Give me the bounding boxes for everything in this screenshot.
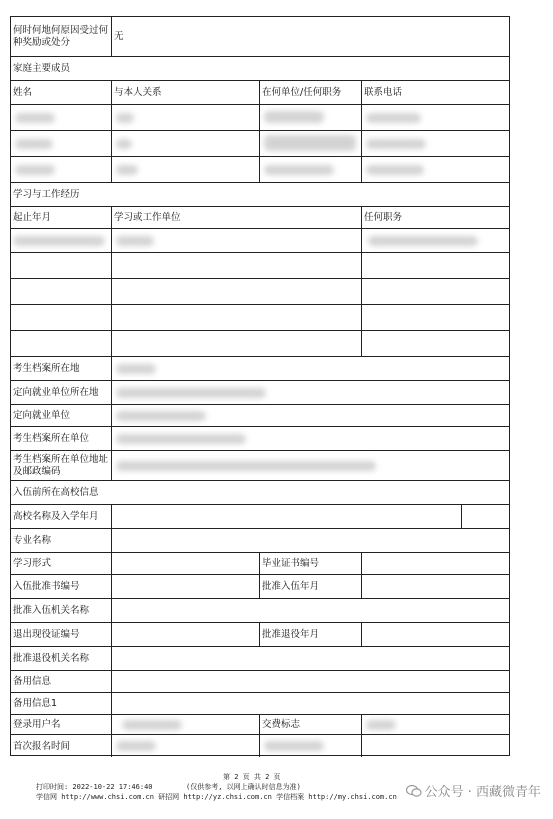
application-form — [10, 16, 510, 756]
retire-authority-row — [11, 647, 509, 671]
enlist-authority-label: 批准入伍机关名称 — [13, 605, 90, 616]
redacted-blur — [116, 139, 132, 149]
redacted-blur — [116, 165, 138, 175]
wechat-icon — [406, 784, 422, 798]
redacted-blur — [116, 461, 376, 471]
page-number: 第 2 页 共 2 页 — [223, 773, 281, 781]
archive-unit-row — [11, 427, 509, 451]
redacted-blur — [122, 720, 182, 730]
redacted-blur — [116, 741, 156, 751]
backup-info-row — [11, 671, 509, 693]
family-member-row — [11, 131, 509, 157]
redacted-blur — [116, 113, 134, 123]
enlist-row — [11, 575, 509, 599]
pre-enlist-section-row — [11, 481, 509, 505]
redacted-blur — [366, 139, 426, 149]
redacted-blur — [13, 236, 105, 246]
major-label: 专业名称 — [13, 535, 52, 546]
directed-unit-row — [11, 405, 509, 427]
redacted-blur — [366, 165, 424, 175]
study-header-row — [11, 207, 509, 229]
family-header-relation: 与本人关系 — [111, 81, 259, 104]
directed-location-label: 定向就业单位所在地 — [13, 387, 99, 398]
archive-unit-label: 考生档案所在单位 — [13, 433, 90, 444]
study-row — [11, 331, 509, 357]
archive-location-row — [11, 357, 509, 381]
study-header-position: 任何职务 — [361, 207, 509, 228]
enlist-authority-row — [11, 599, 509, 623]
study-header-period: 起止年月 — [13, 212, 52, 223]
enroll-year-value — [461, 505, 509, 528]
archive-location-label: 考生档案所在地 — [13, 363, 80, 374]
username-row — [11, 715, 509, 735]
redacted-blur — [15, 139, 53, 149]
redacted-blur — [366, 720, 396, 730]
family-header-phone: 联系电话 — [361, 81, 509, 104]
family-header-name: 姓名 — [13, 87, 33, 98]
backup-info1-row — [11, 693, 509, 715]
redacted-blur — [15, 165, 55, 175]
study-section-title: 学习与工作经历 — [13, 189, 80, 200]
archive-address-label: 考生档案所在单位地址及邮政编码 — [13, 454, 109, 477]
study-form-row — [11, 553, 509, 575]
family-header-row — [11, 81, 509, 105]
enlist-approval-label: 入伍批准书编号 — [13, 581, 80, 592]
study-row — [11, 305, 509, 331]
study-row — [11, 253, 509, 279]
redacted-blur — [116, 411, 206, 421]
redacted-blur — [15, 113, 55, 123]
retire-year-label: 批准退役年月 — [259, 623, 361, 646]
retire-authority-label: 批准退役机关名称 — [13, 653, 90, 664]
study-form-label: 学习形式 — [13, 558, 52, 569]
university-row — [11, 505, 509, 529]
diploma-no-label: 毕业证书编号 — [259, 553, 361, 574]
study-row — [11, 279, 509, 305]
study-header-unit: 学习或工作单位 — [111, 207, 361, 228]
redacted-blur — [366, 113, 421, 123]
rewards-value: 无 — [111, 17, 509, 56]
redacted-blur — [264, 741, 324, 751]
family-member-row — [11, 105, 509, 131]
rewards-row — [11, 17, 509, 57]
family-header-unit: 在何单位/任何职务 — [259, 81, 361, 104]
family-section-row — [11, 57, 509, 81]
directed-location-row — [11, 381, 509, 405]
family-member-row — [11, 157, 509, 183]
redacted-blur — [116, 434, 246, 444]
redacted-blur — [264, 165, 334, 175]
print-time: 打印时间: 2022-10-22 17:46:40 — [36, 783, 153, 791]
study-row — [11, 229, 509, 253]
university-year-label: 高校名称及入学年月 — [13, 511, 99, 522]
archive-address-row — [11, 451, 509, 481]
redacted-blur — [264, 111, 324, 123]
first-time-label: 首次报名时间 — [13, 740, 71, 752]
enlist-year-label: 批准入伍年月 — [259, 575, 361, 598]
university-value — [111, 505, 461, 528]
watermark — [406, 781, 541, 800]
watermark-text: 公众号 · 西藏微青年 — [424, 785, 541, 800]
rewards-label: 何时何地何原因受过何种奖励或处分 — [13, 25, 109, 48]
pre-enlist-section-title: 入伍前所在高校信息 — [13, 487, 99, 498]
retire-row — [11, 623, 509, 647]
retire-cert-label: 退出现役证编号 — [13, 629, 80, 640]
redacted-blur — [116, 236, 154, 246]
backup-info-label: 备用信息 — [13, 676, 52, 687]
study-section-row — [11, 183, 509, 207]
first-time-row — [11, 735, 509, 757]
disclaimer: (仅供参考, 以网上确认时信息为准) — [186, 783, 301, 791]
backup-info1-label: 备用信息1 — [13, 698, 58, 709]
family-section-title: 家庭主要成员 — [13, 63, 71, 74]
redacted-blur — [116, 388, 266, 398]
username-label: 登录用户名 — [13, 719, 61, 730]
major-row — [11, 529, 509, 553]
footer-links: 学信网 http://www.chsi.com.cn 研招网 http://yz.chsi.com.cn 学信档案 http://my.chsi.com.cn — [36, 793, 397, 801]
directed-unit-label: 定向就业单位 — [13, 410, 71, 421]
redacted-blur — [368, 236, 478, 246]
major-value — [111, 529, 509, 552]
redacted-blur — [116, 364, 156, 374]
payment-label: 交费标志 — [259, 715, 361, 734]
redacted-blur — [264, 135, 356, 151]
